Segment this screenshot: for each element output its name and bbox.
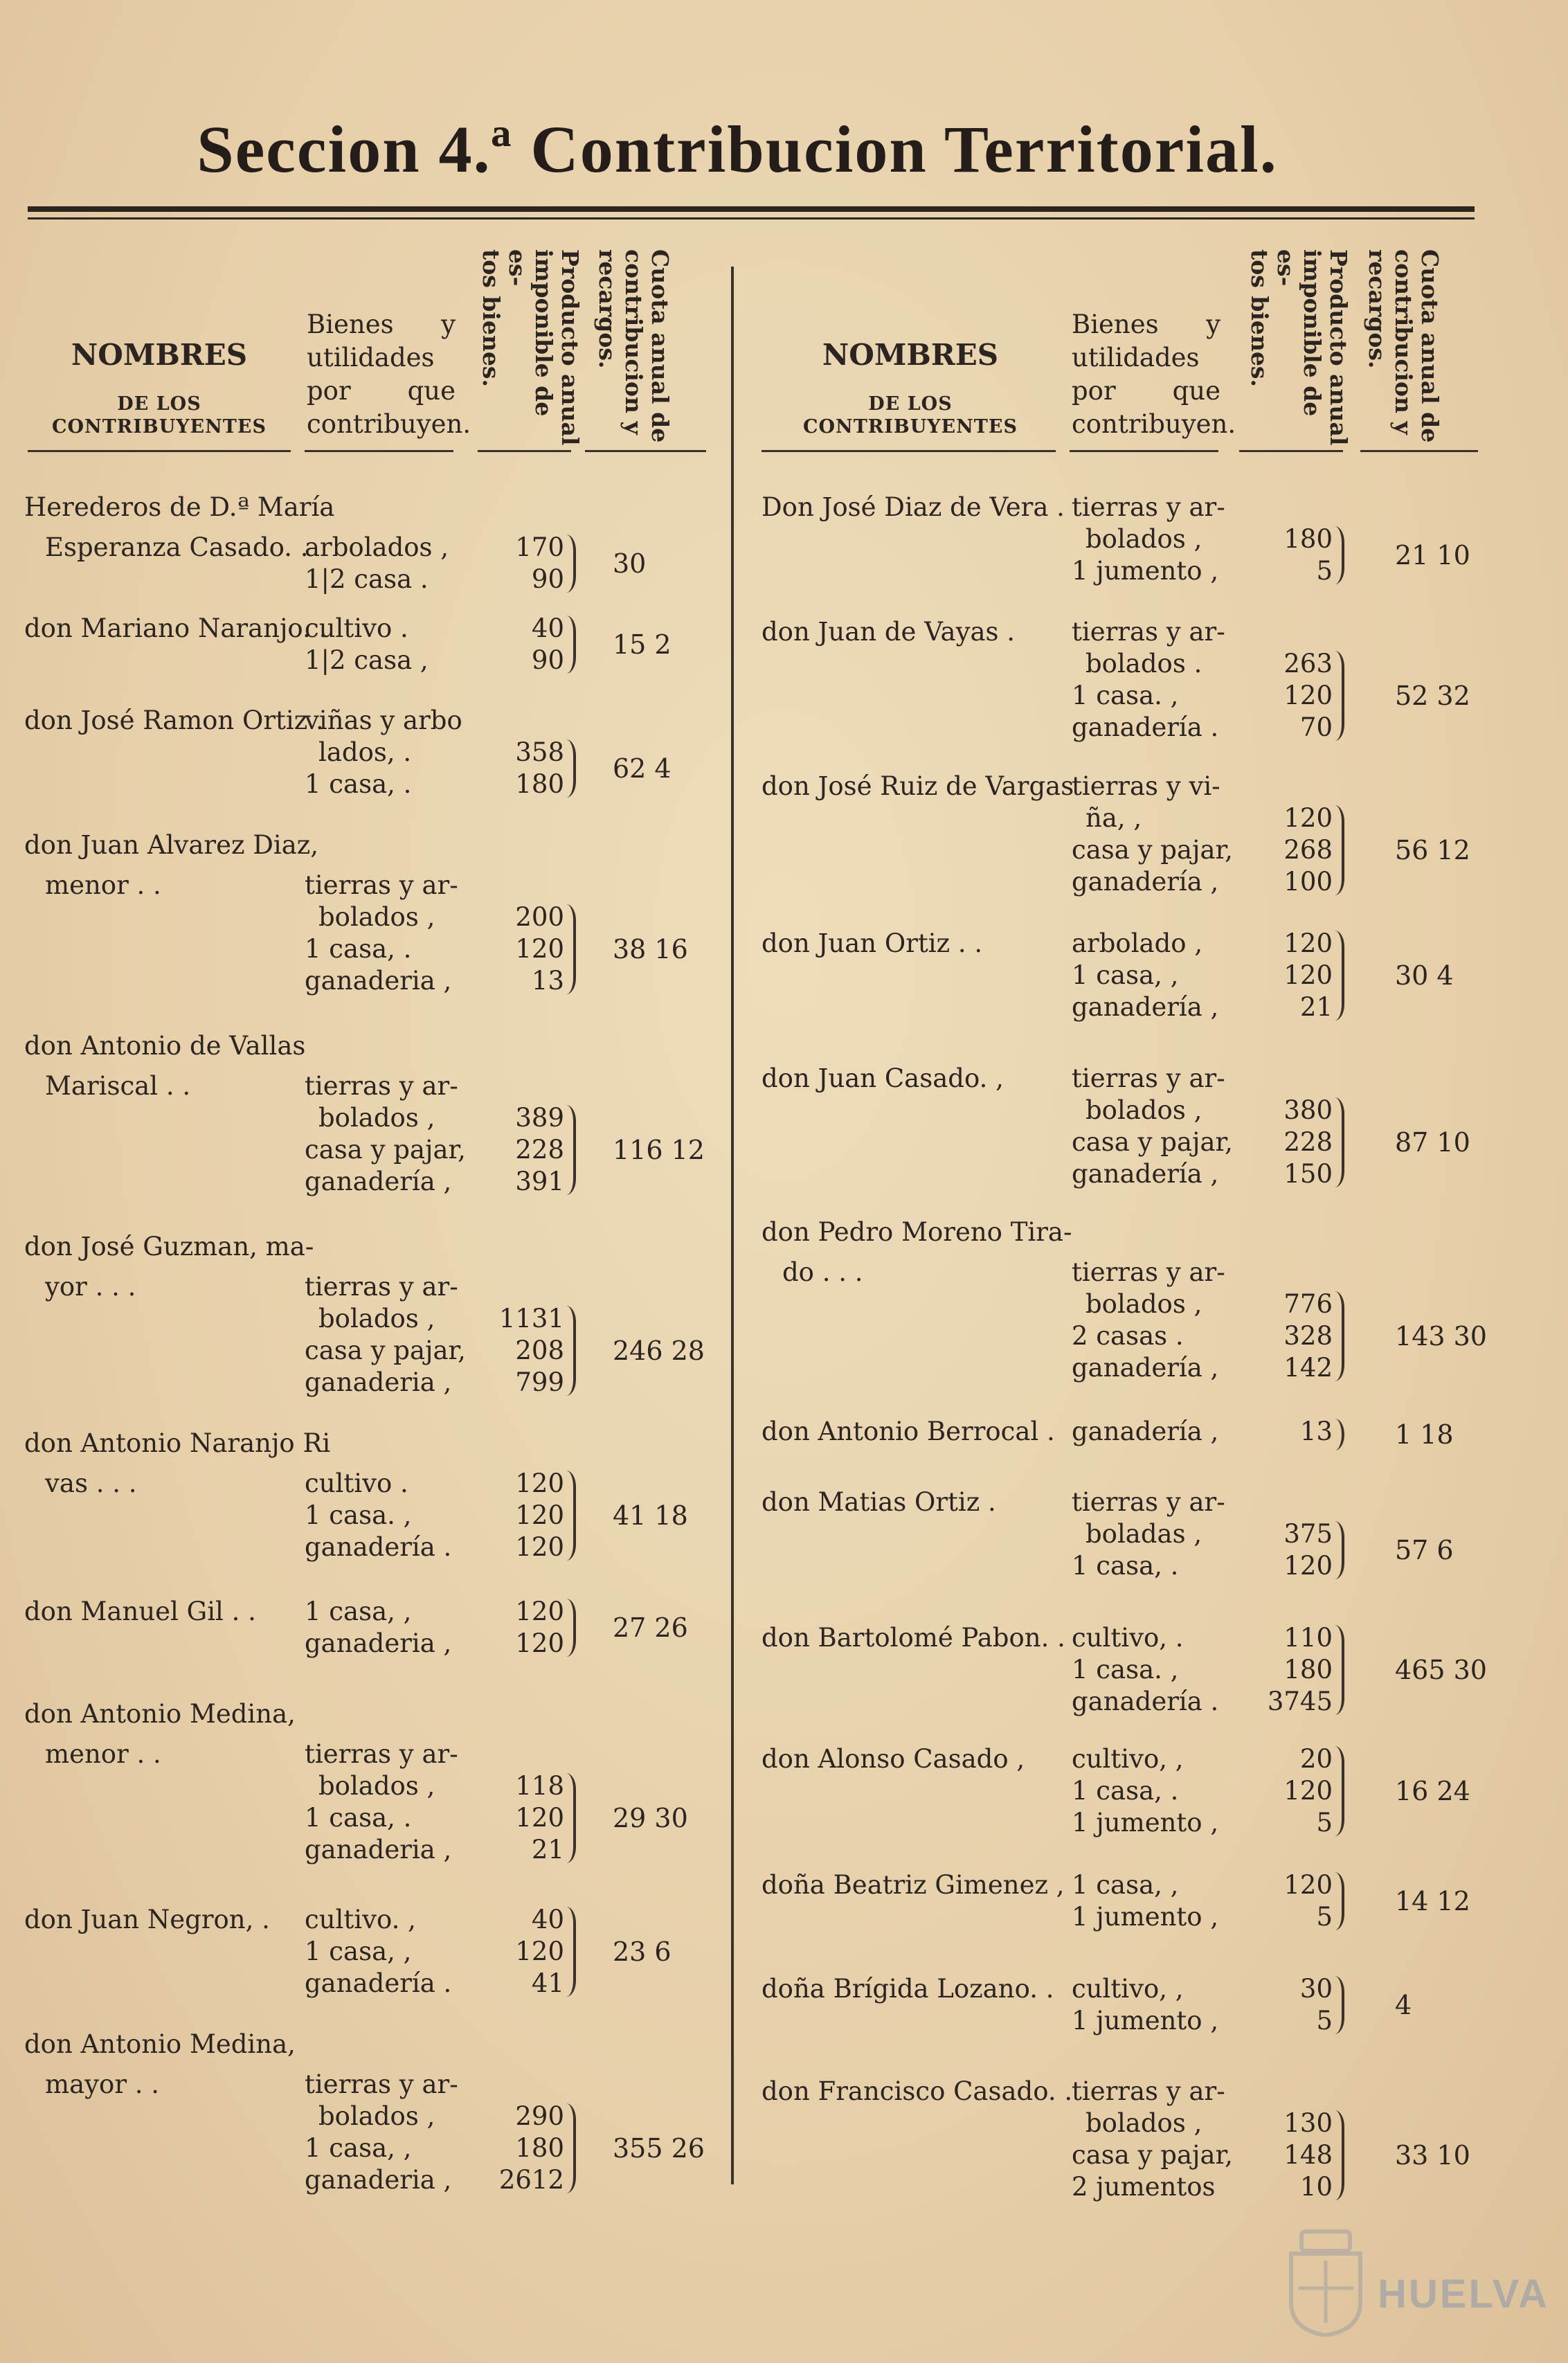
product-value: 180 (1283, 1655, 1333, 1684)
product-value: 5 (1316, 2006, 1333, 2036)
property-item: 1 casa. , (1072, 681, 1179, 710)
property-item: bolados , (1085, 2108, 1202, 2138)
property-item: ganaderia , (305, 1367, 452, 1397)
contributor-name: mayor . . (45, 2069, 160, 2099)
property-item: ganadería . (1072, 1687, 1219, 1716)
page-title: Seccion 4.ª Contribucion Territorial. (197, 112, 1278, 186)
quota-value: 16 24 (1395, 1776, 1470, 1806)
quota-value: 143 30 (1395, 1320, 1487, 1351)
property-item: tierras y ar- (1072, 1487, 1225, 1517)
property-item: cultivo, , (1072, 1744, 1184, 1774)
property-item: tierras y ar- (305, 870, 458, 900)
contributor-name: don Mariano Naranjo. . (24, 613, 327, 643)
quota-value: 62 4 (613, 753, 672, 784)
contributor-name: don Antonio Medina, (24, 1699, 296, 1729)
grouping-brace (1335, 931, 1344, 1021)
property-item: tierras y ar- (305, 1271, 458, 1302)
property-item: 1 casa, . (305, 769, 412, 799)
property-item: bolados , (318, 1102, 435, 1133)
property-item: ganadería , (1072, 1159, 1219, 1189)
product-value: 120 (1283, 960, 1333, 990)
header-names-bottom: DE LOS CONTRIBUYENTES (52, 393, 267, 438)
product-value: 130 (1283, 2108, 1333, 2138)
property-item: bolados , (318, 2101, 435, 2131)
property-item: bolados , (318, 901, 435, 932)
contributor-name: doña Beatriz Gimenez , (762, 1870, 1065, 1900)
product-value: 208 (515, 1335, 564, 1365)
grouping-brace (1335, 526, 1344, 584)
product-value: 120 (515, 1531, 564, 1562)
grouping-brace (566, 616, 576, 674)
quota-value: 15 2 (613, 629, 672, 660)
grouping-brace (566, 1773, 576, 1863)
property-item: cultivo . (305, 613, 408, 643)
quota-value: 33 10 (1395, 2140, 1470, 2171)
contributor-name: Herederos de D.ª María (24, 492, 335, 522)
property-item: casa y pajar, (1072, 1127, 1233, 1157)
property-item: 1 jumento , (1072, 1902, 1219, 1932)
grouping-brace (566, 1907, 576, 1997)
property-item: ganaderia , (305, 2164, 452, 2195)
product-value: 380 (1283, 1095, 1333, 1125)
header-underline (1239, 450, 1343, 452)
product-value: 142 (1283, 1352, 1333, 1383)
property-item: cultivo . (305, 1468, 408, 1498)
header-names-bottom: DE LOS CONTRIBUYENTES (803, 393, 1018, 438)
product-value: 180 (515, 2132, 564, 2163)
quota-value: 56 12 (1395, 835, 1470, 865)
contributor-name: don Antonio Medina, (24, 2029, 296, 2059)
header-underline (762, 450, 1056, 452)
quota-value: 30 4 (1395, 960, 1454, 991)
property-item: tierras y ar- (1072, 617, 1225, 647)
product-value: 90 (531, 564, 564, 594)
property-item: 1 casa, . (305, 1802, 412, 1833)
product-value: 180 (1283, 524, 1333, 554)
contributor-name: don Pedro Moreno Tira- (762, 1217, 1072, 1247)
title-rule-thin (28, 217, 1475, 219)
quota-value: 41 18 (613, 1500, 688, 1531)
product-value: 13 (1299, 1417, 1333, 1446)
property-item: casa y pajar, (305, 1335, 466, 1365)
header-producto: Producto anual imponible de es- tos bienes. (1245, 249, 1352, 446)
property-item: 2 jumentos (1072, 2172, 1216, 2202)
property-item: 1 casa, , (1072, 1870, 1179, 1900)
product-value: 13 (531, 965, 564, 996)
contributor-name: don Juan Casado. , (762, 1063, 1004, 1093)
property-item: bolados , (318, 1303, 435, 1333)
product-value: 120 (1283, 681, 1333, 710)
property-item: bolados , (1085, 1288, 1202, 1319)
product-value: 120 (515, 1802, 564, 1833)
product-value: 110 (1283, 1623, 1333, 1653)
property-item: 1 jumento , (1072, 1808, 1219, 1838)
property-item: cultivo, , (1072, 1974, 1184, 2004)
product-value: 21 (531, 1834, 564, 1865)
product-value: 5 (1316, 556, 1333, 586)
product-value: 120 (515, 1937, 564, 1966)
property-item: ganadería , (1072, 1352, 1219, 1383)
product-value: 120 (515, 1628, 564, 1658)
product-value: 120 (1283, 803, 1333, 833)
property-item: cultivo, . (1072, 1623, 1184, 1653)
property-item: 1 casa, . (305, 933, 412, 964)
product-value: 21 (1299, 992, 1333, 1022)
property-item: cultivo. , (305, 1905, 416, 1934)
contributor-name: don Antonio Naranjo Ri (24, 1428, 331, 1458)
quota-value: 38 16 (613, 933, 688, 964)
grouping-brace (1335, 1976, 1344, 2034)
quota-value: 30 (613, 548, 647, 579)
quota-value: 57 6 (1395, 1535, 1454, 1565)
property-item: viñas y arbo (305, 706, 462, 735)
contributor-name: don José Guzman, ma- (24, 1232, 314, 1261)
property-item: tierras y vi- (1072, 771, 1220, 801)
header-underline (1360, 450, 1478, 452)
header-names-top: NOMBRES (822, 338, 999, 372)
property-item: ganadería , (1072, 867, 1219, 897)
grouping-brace (1335, 1291, 1344, 1381)
property-item: ganadería . (305, 1968, 452, 1998)
grouping-brace (566, 1599, 576, 1657)
product-value: 120 (1283, 1551, 1333, 1581)
header-bienes: Bienes y utilidades por que contribuyen. (307, 309, 471, 440)
property-item: ganadería , (1072, 1417, 1219, 1446)
product-value: 228 (1283, 1127, 1333, 1157)
property-item: casa y pajar, (1072, 835, 1233, 865)
property-item: arbolados , (305, 532, 449, 562)
product-value: 120 (1283, 928, 1333, 958)
contributor-name: don Juan Ortiz . . (762, 928, 983, 958)
grouping-brace (1335, 1746, 1344, 1836)
product-value: 170 (515, 532, 564, 562)
property-item: 1 casa, . (1072, 1551, 1179, 1581)
product-value: 120 (515, 1597, 564, 1626)
product-value: 228 (515, 1134, 564, 1165)
column-divider (731, 267, 734, 2184)
contributor-name: yor . . . (45, 1271, 136, 1302)
property-item: 1 casa. , (1072, 1655, 1179, 1684)
property-item: lados, . (318, 737, 412, 767)
property-item: ganaderia , (305, 1834, 452, 1865)
contributor-name: don Antonio de Vallas (24, 1031, 306, 1061)
product-value: 120 (1283, 1776, 1333, 1806)
property-item: 1|2 casa . (305, 564, 429, 594)
product-value: 118 (515, 1770, 564, 1801)
quota-value: 355 26 (613, 2132, 705, 2164)
product-value: 5 (1316, 1808, 1333, 1838)
header-underline (28, 450, 291, 452)
product-value: 290 (515, 2101, 564, 2131)
product-value: 148 (1283, 2140, 1333, 2170)
contributor-name: Mariscal . . (45, 1070, 191, 1101)
grouping-brace (566, 1306, 576, 1396)
property-item: 1 jumento , (1072, 556, 1219, 586)
contributor-name: don Manuel Gil . . (24, 1597, 256, 1626)
property-item: casa y pajar, (1072, 2140, 1233, 2170)
property-item: arbolado , (1072, 928, 1203, 958)
property-item: 1 casa, . (1072, 1776, 1179, 1806)
header-names (765, 338, 1056, 438)
quota-value: 52 32 (1395, 681, 1470, 711)
grouping-brace (1335, 1097, 1344, 1187)
property-item: ganadería , (305, 1166, 452, 1196)
grouping-brace (1335, 1625, 1344, 1715)
property-item: bolados , (1085, 524, 1202, 554)
product-value: 40 (531, 613, 564, 643)
quota-value: 87 10 (1395, 1127, 1470, 1158)
product-value: 799 (515, 1367, 564, 1397)
product-value: 120 (1283, 1870, 1333, 1900)
header-underline (478, 450, 571, 452)
contributor-name: don Juan Negron, . (24, 1905, 270, 1934)
coat-of-arms-icon (1277, 2226, 1374, 2337)
quota-value: 246 28 (613, 1335, 705, 1366)
property-item: 1 casa, , (1072, 960, 1179, 990)
grouping-brace (566, 1105, 576, 1195)
quota-value: 465 30 (1395, 1655, 1487, 1685)
property-item: casa y pajar, (305, 1134, 466, 1165)
property-item: 1|2 casa , (305, 645, 429, 675)
contributor-name: Esperanza Casado. . (45, 532, 309, 562)
contributor-name: menor . . (45, 870, 161, 900)
header-underline (1070, 450, 1218, 452)
header-underline (585, 450, 706, 452)
grouping-brace (566, 739, 576, 798)
product-value: 20 (1299, 1744, 1333, 1774)
quota-value: 21 10 (1395, 540, 1470, 570)
grouping-brace (566, 2103, 576, 2193)
quota-value: 4 (1395, 1990, 1412, 2020)
property-item: bolados , (318, 1770, 435, 1801)
product-value: 2612 (498, 2164, 564, 2195)
property-item: ganadería , (1072, 992, 1219, 1022)
header-underline (305, 450, 453, 452)
product-value: 328 (1283, 1320, 1333, 1351)
product-value: 776 (1283, 1288, 1333, 1319)
property-item: 1 casa, , (305, 1937, 412, 1966)
watermark-text: HUELVA (1378, 2272, 1549, 2317)
property-item: tierras y ar- (1072, 2076, 1225, 2106)
property-item: 1 casa, , (305, 1597, 412, 1626)
property-item: tierras y ar- (305, 1070, 458, 1101)
header-cuota: Cuota anual de contribucion y recargos. (593, 249, 674, 443)
header-cuota: Cuota anual de contribucion y recargos. (1363, 249, 1443, 443)
contributor-name: don Francisco Casado. . (762, 2076, 1073, 2106)
product-value: 200 (515, 901, 564, 932)
product-value: 100 (1283, 867, 1333, 897)
product-value: 120 (515, 933, 564, 964)
grouping-brace (566, 904, 576, 994)
contributor-name: doña Brígida Lozano. . (762, 1974, 1054, 2004)
header-bienes: Bienes y utilidades por que contribuyen. (1072, 309, 1236, 440)
product-value: 263 (1283, 649, 1333, 679)
property-item: ganadería . (305, 1531, 452, 1562)
product-value: 90 (531, 645, 564, 675)
grouping-brace (1335, 1419, 1344, 1450)
header-producto: Producto anual imponible de es- tos bienes. (477, 249, 584, 446)
product-value: 1131 (498, 1303, 564, 1333)
property-item: 1 casa. , (305, 1500, 412, 1530)
title-rule (28, 206, 1475, 212)
property-item: ganaderia , (305, 965, 452, 996)
grouping-brace (1335, 805, 1344, 895)
product-value: 5 (1316, 1902, 1333, 1932)
contributor-name: vas . . . (45, 1468, 137, 1498)
property-item: tierras y ar- (1072, 1063, 1225, 1093)
grouping-brace (1335, 1521, 1344, 1579)
property-item: ganadería . (1072, 712, 1219, 742)
product-value: 268 (1283, 835, 1333, 865)
property-item: bolados . (1085, 649, 1202, 679)
grouping-brace (566, 534, 576, 593)
contributor-name: do . . . (782, 1257, 863, 1287)
property-item: boladas , (1085, 1519, 1202, 1549)
product-value: 120 (515, 1468, 564, 1498)
property-item: tierras y ar- (305, 2069, 458, 2099)
property-item: ganaderia , (305, 1628, 452, 1658)
grouping-brace (1335, 651, 1344, 741)
header-names-top: NOMBRES (71, 338, 248, 372)
header-names (21, 338, 298, 438)
quota-value: 14 12 (1395, 1886, 1470, 1916)
product-value: 120 (515, 1500, 564, 1530)
product-value: 41 (531, 1968, 564, 1998)
quota-value: 23 6 (613, 1937, 672, 1967)
contributor-name: don Juan Alvarez Diaz, (24, 830, 319, 860)
product-value: 10 (1299, 2172, 1333, 2202)
grouping-brace (1335, 1872, 1344, 1930)
grouping-brace (566, 1471, 576, 1561)
property-item: tierras y ar- (1072, 492, 1225, 522)
property-item: tierras y ar- (1072, 1257, 1225, 1287)
quota-value: 116 12 (613, 1134, 705, 1165)
product-value: 180 (515, 769, 564, 799)
product-value: 391 (515, 1166, 564, 1196)
quota-value: 29 30 (613, 1802, 688, 1833)
product-value: 40 (531, 1905, 564, 1934)
contributor-name: don Bartolomé Pabon. . (762, 1623, 1065, 1653)
property-item: tierras y ar- (305, 1738, 458, 1769)
property-item: ña, , (1085, 803, 1142, 833)
quota-value: 27 26 (613, 1612, 688, 1643)
grouping-brace (1335, 2110, 1344, 2200)
property-item: 2 casas . (1072, 1320, 1184, 1351)
product-value: 150 (1283, 1159, 1333, 1189)
contributor-name: don Antonio Berrocal . (762, 1417, 1055, 1446)
contributor-name: don José Ramon Ortiz . (24, 706, 324, 735)
product-value: 30 (1299, 1974, 1333, 2004)
contributor-name: don Juan de Vayas . (762, 617, 1016, 647)
quota-value: 1 18 (1395, 1419, 1454, 1450)
property-item: 1 jumento , (1072, 2006, 1219, 2036)
product-value: 389 (515, 1102, 564, 1133)
contributor-name: don José Ruiz de Vargas (762, 771, 1074, 801)
product-value: 375 (1283, 1519, 1333, 1549)
product-value: 70 (1299, 712, 1333, 742)
contributor-name: menor . . (45, 1738, 161, 1769)
property-item: bolados , (1085, 1095, 1202, 1125)
product-value: 3745 (1267, 1687, 1333, 1716)
property-item: 1 casa, , (305, 2132, 412, 2163)
contributor-name: don Alonso Casado , (762, 1744, 1025, 1774)
contributor-name: Don José Diaz de Vera . (762, 492, 1065, 522)
contributor-name: don Matias Ortiz . (762, 1487, 996, 1517)
product-value: 358 (515, 737, 564, 767)
